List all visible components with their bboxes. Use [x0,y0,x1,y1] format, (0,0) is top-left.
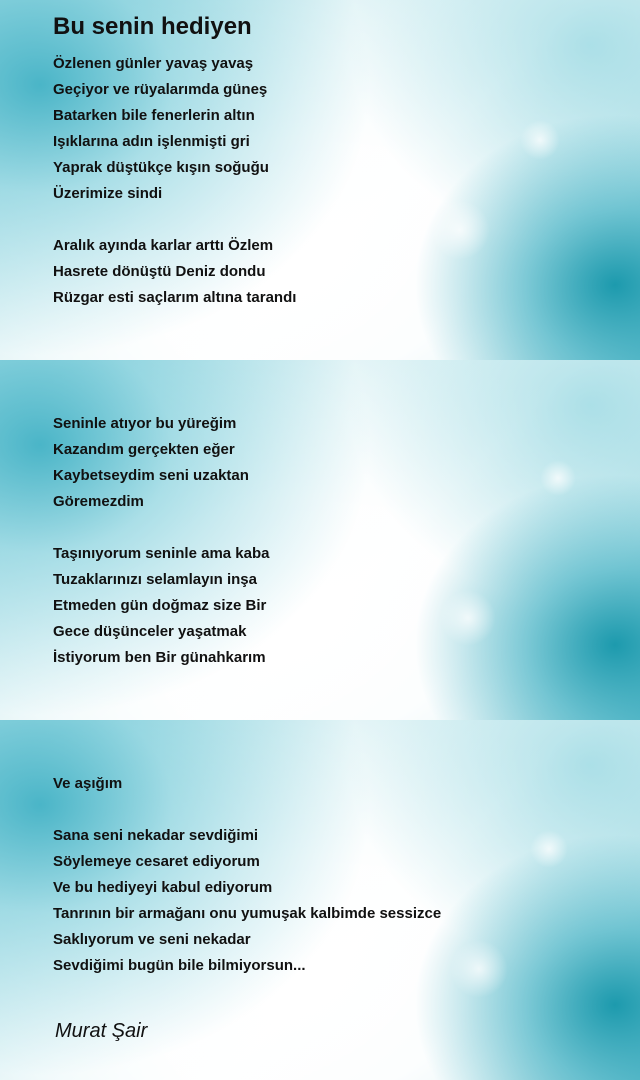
poem-line: Gece düşünceler yaşatmak [53,623,247,640]
poem-line: Batarken bile fenerlerin altın [53,107,255,124]
stanza [53,51,269,207]
poem-line: Geçiyor ve rüyalarımda güneş [53,81,268,98]
poem-line: Kazandım gerçekten eğer [53,441,235,458]
poem-line: Seninle atıyor bu yüreğim [53,415,237,432]
poem-title: Bu senin hediyen [53,13,252,40]
poem-line: Kaybetseydim seni uzaktan [53,467,249,484]
poem-card-1 [0,0,640,360]
poem-line: Saklıyorum ve seni nekadar [53,931,251,948]
poem-line: Tanrının bir armağanı onu yumuşak kalbimde sessizce [53,905,442,922]
poem-line: Işıklarına adın işlenmişti gri [53,133,250,150]
poem-line: Tuzaklarınızı selamlayın inşa [53,571,257,588]
poem-card-2 [0,360,640,720]
bokeh-light [540,460,576,496]
poem-line: Ve bu hediyeyi kabul ediyorum [53,879,273,896]
poem-line: Sana seni nekadar sevdiğimi [53,827,259,844]
poem-line: Aralık ayında karlar arttı Özlem [53,237,274,254]
poem-line: Hasrete dönüştü Deniz dondu [53,263,266,280]
poem-line: Söylemeye cesaret ediyorum [53,853,260,870]
bokeh-light [440,590,496,646]
poem-line: Göremezdim [53,493,144,510]
poem-line: Rüzgar esti saçlarım altına tarandı [53,289,297,306]
bokeh-light [430,200,490,260]
bokeh-light [520,120,560,160]
poem-card-3 [0,720,640,1080]
poem-line: Yaprak düştükçe kışın soğuğu [53,159,269,176]
stanza [53,771,122,797]
poem-line: Etmeden gün doğmaz size Bir [53,597,267,614]
bokeh-light [530,830,568,868]
poem-author: Murat Şair [55,1020,148,1042]
stanza [53,411,249,515]
stanza [53,233,296,311]
bokeh-light [450,940,508,998]
stanza [53,823,441,979]
poem-line: Taşınıyorum seninle ama kaba [53,545,270,562]
poem-line: İstiyorum ben Bir günahkarım [53,649,266,666]
poem-line: Özlenen günler yavaş yavaş [53,55,254,72]
stanza [53,541,269,671]
poem-line: Üzerimize sindi [53,185,163,202]
poem-line: Ve aşığım [53,775,123,792]
poem-line: Sevdiğimi bugün bile bilmiyorsun... [53,957,306,974]
